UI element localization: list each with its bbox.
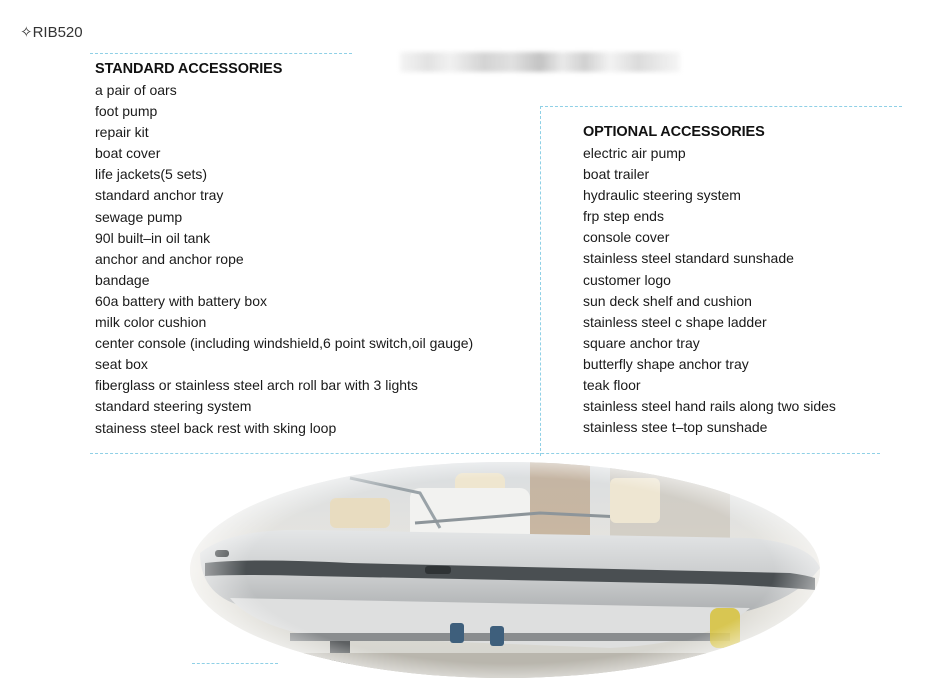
optional-accessory-item: square anchor tray [583,334,700,351]
optional-accessory-item: stainless steel standard sunshade [583,250,794,267]
top-left-divider [90,53,352,54]
optional-accessory-item: console cover [583,229,670,246]
optional-accessories-section [583,123,836,438]
optional-accessories-list [583,143,836,438]
standard-accessories-heading: STANDARD ACCESSORIES [95,61,283,77]
standard-accessory-item: repair kit [95,124,149,141]
optional-accessory-item: customer logo [583,271,671,288]
bottom-divider [90,453,880,454]
standard-accessory-item: boat cover [95,145,161,162]
optional-accessory-item: teak floor [583,377,641,394]
optional-accessory-item: electric air pump [583,145,686,161]
standard-accessory-item: stainess steel back rest with sking loop [95,419,337,436]
standard-accessory-item: seat box [95,356,148,373]
standard-accessories-list [95,80,473,439]
optional-accessory-item: stainless steel hand rails along two sides [583,398,836,415]
standard-accessory-item: sewage pump [95,208,183,225]
standard-accessory-item: 60a battery with battery box [95,292,267,309]
column-divider [540,106,541,456]
standard-accessory-item: standard anchor tray [95,187,224,204]
optional-accessory-item: stainless stee t–top sunshade [583,419,768,436]
standard-accessory-item: a pair of oars [95,82,177,98]
optional-accessory-item: boat trailer [583,166,650,183]
standard-accessory-item: center console (including windshield,6 point switch,oil gauge) [95,335,474,352]
standard-accessory-item: anchor and anchor rope [95,250,244,267]
boat-photo [190,458,830,683]
top-right-divider [540,106,902,107]
standard-accessories-section [95,60,473,439]
page-title: ✧RIB520 [20,24,83,41]
optional-accessory-item: sun deck shelf and cushion [583,292,752,309]
optional-accessory-item: stainless steel c shape ladder [583,313,767,330]
standard-accessory-item: 90l built–in oil tank [95,229,211,246]
optional-accessory-item: frp step ends [583,208,664,225]
standard-accessory-item: foot pump [95,103,158,120]
standard-accessory-item: fiberglass or stainless steel arch roll bar with 3 lights [95,377,418,394]
standard-accessory-item: bandage [95,271,150,288]
standard-accessory-item: life jackets(5 sets) [95,166,208,183]
optional-accessories-heading: OPTIONAL ACCESSORIES [583,124,765,140]
standard-accessory-item: standard steering system [95,398,252,415]
optional-accessory-item: butterfly shape anchor tray [583,355,749,372]
optional-accessory-item: hydraulic steering system [583,187,741,204]
standard-accessory-item: milk color cushion [95,314,207,331]
